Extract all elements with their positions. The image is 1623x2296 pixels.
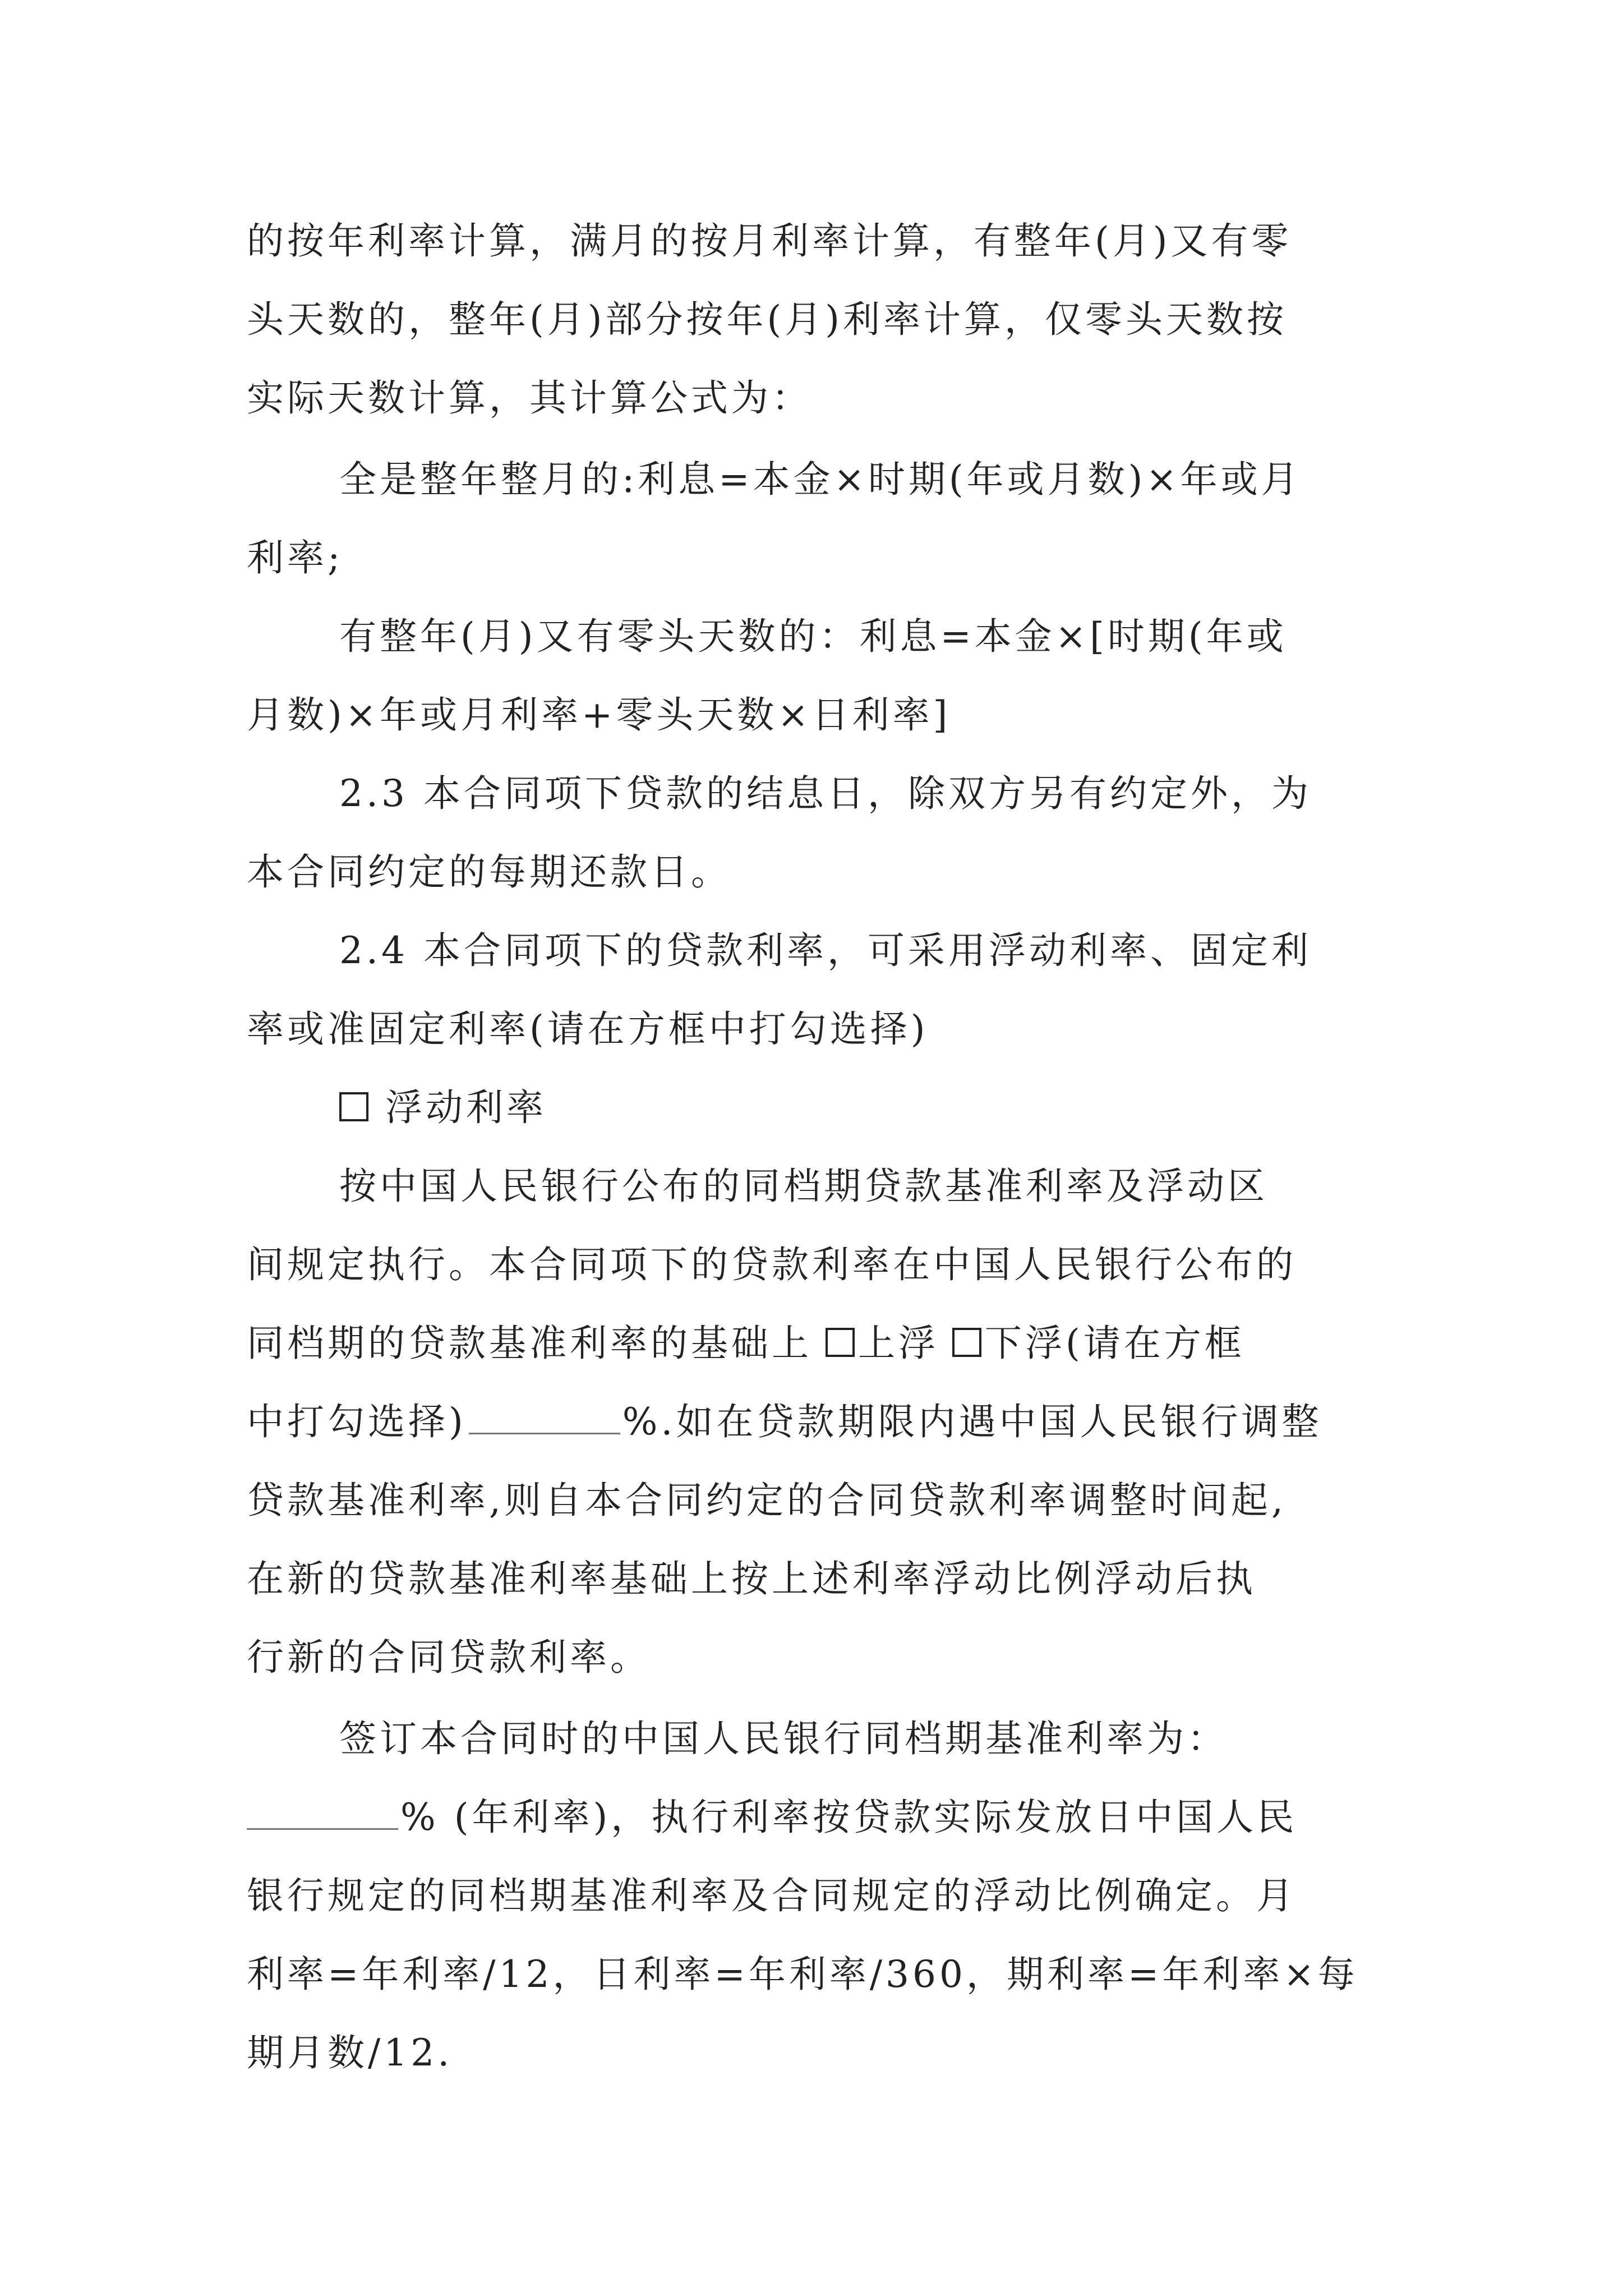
formula-line: 全是整年整月的:利息=本金×时期(年或月数)×年或月 <box>339 458 1302 501</box>
text-line: 本合同约定的每期还款日。 <box>247 850 731 894</box>
floating-rate-label: 浮动利率 <box>385 1086 547 1129</box>
floating-rate-checkbox[interactable] <box>339 1092 368 1121</box>
base-rate-blank[interactable] <box>247 1800 398 1830</box>
text-line: 率或准固定利率(请在方框中打勾选择) <box>247 1007 929 1051</box>
text-line: 按中国人民银行公布的同档期贷款基准利率及浮动区 <box>339 1165 1268 1208</box>
text-line: 间规定执行。本合同项下的贷款利率在中国人民银行公布的 <box>247 1243 1297 1286</box>
rate-down-checkbox[interactable] <box>952 1328 981 1357</box>
text-line: 同档期的贷款基准利率的基础上 上浮 下浮(请在方框 <box>247 1322 1245 1365</box>
rate-up-checkbox[interactable] <box>826 1328 855 1357</box>
float-percent-blank[interactable] <box>469 1405 620 1434</box>
text-line: 月数)×年或月利率+零头天数×日利率] <box>247 693 951 737</box>
formula-line: 有整年(月)又有零头天数的：利息=本金×[时期(年或 <box>339 615 1287 658</box>
rate-up-label: 上浮 <box>858 1322 939 1365</box>
text-line: 利率; <box>247 536 344 579</box>
text-line: 的按年利率计算，满月的按月利率计算，有整年(月)又有零 <box>247 219 1292 263</box>
rate-down-label: 下浮(请在方框 <box>985 1322 1245 1365</box>
text-line: 银行规定的同档期基准利率及合同规定的浮动比例确定。月 <box>247 1874 1297 1917</box>
text-line: 利率=年利率/12，日利率=年利率/360，期利率=年利率×每 <box>247 1953 1358 1996</box>
text-line: 期月数/12. <box>247 2031 453 2074</box>
text-line: 贷款基准利率,则自本合同约定的合同贷款利率调整时间起, <box>247 1479 1287 1522</box>
text-line: 行新的合同贷款利率。 <box>247 1636 651 1679</box>
floating-rate-option <box>339 1069 1391 1147</box>
text-line: 头天数的，整年(月)部分按年(月)利率计算，仅零头天数按 <box>247 298 1287 341</box>
text-line: 实际天数计算，其计算公式为： <box>247 376 812 420</box>
clause-2-4: 2.4 本合同项下的贷款利率，可采用浮动利率、固定利 <box>339 929 1312 972</box>
text-line: 中打勾选择) %.如在贷款期限内遇中国人民银行调整 <box>247 1400 1322 1443</box>
text-line: 在新的贷款基准利率基础上按上述利率浮动比例浮动后执 <box>247 1557 1256 1600</box>
text-line: 签订本合同时的中国人民银行同档期基准利率为： <box>339 1717 1228 1760</box>
clause-2-3: 2.3 本合同项下贷款的结息日，除双方另有约定外，为 <box>339 772 1312 815</box>
text-line: % (年利率)，执行利率按贷款实际发放日中国人民 <box>247 1778 1391 1857</box>
